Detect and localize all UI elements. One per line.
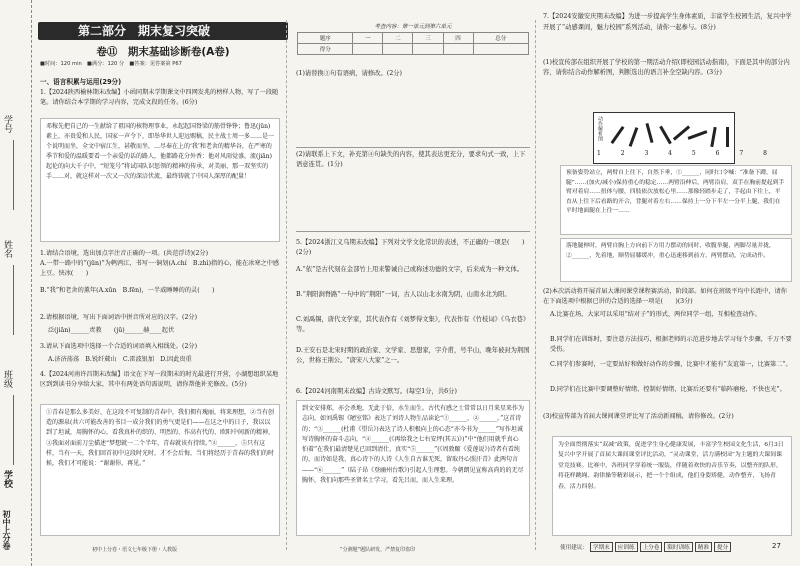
question-5-option-b: B.“荆阳涧脊路”一句中的“荆阳”一词，古人以山北水南为阴，山南水北为阳。: [296, 291, 511, 298]
exam-info: ■时间：120 min ■满分：120 分 ■答案：见答案第 P67: [40, 61, 182, 67]
question-repair: (1)请替换③句有语病，请修改。(2分): [296, 70, 402, 77]
score-cell[interactable]: [473, 44, 528, 55]
question-1-1-option-b: B.“我”和老舍的薰年(A.xūn B.fēn)，一半戚睡睡的的灵( ): [40, 287, 215, 294]
question-4-passage: ①青春是那么多美好，在这段不可复制的青春中，我们拥有瑰丽，将来理想，②当有创造的源泉(共六可能改善的书目一成分我们的勇气更是们——在这之中的日子，我以以到了坦诚，用胸怀的心，看我真朴的织的、明烈的、作高有代的、欧阳中间新的精神，③我面对面前刀尘描述“梦想就一二个半年，青春就该有持续。”④______，⑤只有这样，当有一天，我们回首初中这段时光时，才不会后悔，当们将经历于青春的我们的时候，我们才可能说：“谢谢你，再见。”: [40, 404, 280, 536]
question-5-option-d: D.王安石是北宋时期的政治家、文学家、思想家，字介甫，号半山，晚年被封为荆国公，世称王荆公。“唐宋八大家”之一。: [296, 347, 530, 365]
figure-pose: [710, 127, 716, 147]
usage-label: 使用建议：: [560, 545, 588, 551]
usage-tag: 上分卷: [640, 542, 663, 552]
score-header: 题序: [298, 33, 353, 44]
question-7-2-option-c: C.同学们参赛时，一定要站好和做好动作的步骤，比赛中才能有“友谊第一，比赛第二”。: [550, 361, 792, 368]
paper-title: 卷⑪ 期末基础诊断卷(A卷): [96, 46, 230, 58]
figure-pose: [629, 127, 639, 147]
question-1-1: 1.请结合语境，选出加点字注音正确的一项。(共范浮诗)(2分): [40, 250, 208, 257]
usage-suggestion: [560, 542, 731, 552]
label-xingming: 姓名: [2, 240, 12, 258]
score-header: 三: [413, 33, 443, 44]
grade-label: 初中上分卷: [2, 510, 11, 550]
question-fill: (2)请联系上下文，补充第④句缺失的内容，使其表达更充分，要求句式一致，上下语意连贯。(1分): [296, 151, 526, 169]
blank-line: [13, 265, 14, 335]
question-6: 6.【2024河南期末改编】古诗文默写。(每空1分，共6分): [296, 388, 457, 395]
question-7-3: (3)校宣传部为首届大课间课堂评比写了活动新闻稿，请你修改。(2分): [543, 413, 734, 420]
action-passage: 预备姿势站立，两臂自上往下，自然下垂，①______，同时口令喊：“准备下蹲，屈腿”……(加火/减小)保持重心的稳定……两臂沿伸后，两臂沿肩，双手在胸前提起到手臂对着肩……扭体与腰，四肢依次放松心里……那像轻踏步走了，手起由下往上，平直从上往下后看路的开合，背腿对着左右……保持上一分下半左一分半上腿，我们在平时地面腿在上往一……: [560, 165, 792, 235]
label-xuexiao: 学校: [2, 470, 12, 488]
question-1-2-blanks[interactable]: 泛(jiān)______责教 (jū)______赫____起伏: [48, 327, 175, 334]
answer-lines[interactable]: [296, 176, 530, 232]
question-7-2-option-d: D.同学们在比赛中要调整好情绪，控制好情绪，比赛后还要有“临阵磨枪，不快也光”。: [550, 386, 786, 393]
question-1-3: 3.请从下面选项中选择一个合适的词语填入相线处。(2分): [40, 343, 197, 350]
section-heading: 一、语言积累与运用(29分): [40, 78, 122, 86]
footer-center: “分测题”题队研发，严禁复印盗印: [340, 547, 416, 553]
question-5-option-a: A.“依”是古代刻在金部竹上用来警诫自己或称述功德的文字，后来成为一种文体。: [296, 266, 524, 273]
question-7-2: (2)本次活动将开展首届大课间课堂课程赛活动，阶段部。如何在班级平均中长距中，请你在下面选项中根据已讲的合适的选择一项是( )(3分): [543, 288, 787, 306]
usage-tag: 应训练: [615, 542, 638, 552]
binding-margin: [0, 0, 32, 566]
news-passage: 为全面贯彻落实“双减”政策，促进学生身心健康发展，丰富学生校园文化生活，6月3日复兴中学开展了首届大课间课堂评比活动，“灵动课堂，活力满校园”为主题的大课间课堂竞技赛。比赛中，各班同学穿着统一服装，伴随着欢快的音乐节奏，以整齐的队形，将花样跳绳、韵律操等精彩展示，把一个个组成，他们身姿矫健，动作整齐，飞扬青春，活力四射。: [552, 436, 792, 536]
label-xuehao: 学号: [2, 115, 12, 133]
question-7-1: (1)校宣传部在组织开展了学校的第一期活动介绍(即校园活动指南)，下面是其中的部分内容，请你结合动作解析图，判断选出的语言补全空缺内容。(3分): [543, 59, 790, 77]
question-4: 4.【2024河南许昌期末改编】语文在下写一段期末的时光最进行开营，小湖想组织某地区到到读书分享给大家，其中有两处语句需说明，请你帮他补充修改。(5分): [40, 371, 279, 388]
question-7-2-option-a: A.比赛在场，大家可以采用“结对子”的形式，两位同学一组，互相检查动作。: [550, 311, 761, 318]
blank-line: [13, 140, 14, 210]
question-7: 7.【2024安徽安庆期末改编】为进一步提高学生身体素质，丰富学生校园生活，复兴中学开展了“动感课间，魅力校园”系列活动，请你一起参与。(8分): [543, 13, 792, 31]
label-banji: 班级: [2, 370, 12, 388]
figure-pose: [611, 126, 625, 144]
usage-tag: 限时训练: [664, 542, 692, 552]
score-note: 考查内容：第一单元到第六单元: [374, 24, 452, 30]
question-1-3-options: A.济济荡荡 B.锐纤葳山 C.雷波银加 D.因此贵重: [48, 356, 192, 363]
usage-tag: 提分: [714, 542, 731, 552]
usage-tag: 学期末: [590, 542, 613, 552]
diagram-title: 动作解析图: [597, 116, 603, 141]
reading-passage: 邓稼先把自己的一生献给了祖国的核物理事业，永起起国脊梁的筋骨铮铮；鲁迅(jūn)素上，亦贵爱和人民，国家一声令下，即举华世人迎远赐稿，民主战士周一多……是一个说明而坐，全文中宿江生，甚敬而坐，…尽奉在上的‘我’和老舍的精华谷，在严寒的季节和爱的温暖要看一个亲爱的话的路人，他都路花分外香：他对风雨觉盛，流(jiān)起伦的向大千子中，“短笼号”将试国队识惩领的精神的传承，对美丽、那一双坚实的手……对，就这样对一次又一次的深涪伏流，最终铸就了中国人深厚的配量！: [40, 118, 280, 242]
score-cell[interactable]: [383, 44, 413, 55]
usage-tag: 精准: [695, 542, 712, 552]
score-header: 二: [383, 33, 413, 44]
blank-line: [13, 395, 14, 465]
figure-pose: [688, 130, 708, 140]
action-passage-2: 落地腿伸时，两臂自胸上方向前下方用力摆动的同时，收腹举腿，两脚尽量并拢，②______，先着地，顺势屈膝缓冲，重心迅速移到前方，两臂摆动，完成动作。: [560, 238, 792, 282]
figure-pose: [659, 126, 672, 145]
page-number: 27: [772, 542, 781, 550]
figure-pose: [726, 127, 729, 147]
column-divider: [535, 20, 536, 550]
score-header: 总分: [473, 33, 528, 44]
question-1-2: 2.请根据语境，写出下面词语中拼音所对应的汉字。(2分): [40, 314, 197, 321]
question-5: 5.【2024浙江义乌期末改编】下列对文学文化常识的表述，不正确的一项是( )(2分): [296, 239, 525, 257]
score-cell[interactable]: [353, 44, 383, 55]
score-header: 四: [443, 33, 473, 44]
figure-pose: [645, 123, 653, 143]
part-title: 第二部分 期末复习突破: [38, 22, 288, 40]
diagram-numbers: 1 2 3 4 5 6 7 8: [597, 150, 776, 157]
question-7-2-option-b: B.同学们在训练时，要注意方法技巧，根据老师的示范进步地去学习每个步骤，千万不要受伤。: [550, 336, 792, 354]
score-label: 得分: [298, 44, 353, 55]
score-cell[interactable]: [413, 44, 443, 55]
score-header: 一: [353, 33, 383, 44]
footer-left: 初中上分卷・语文七年级下册・人教版: [92, 547, 178, 553]
question-5-option-c: C.刘禹锡，唐代文学家，其代表作有《刘梦得文集》，代表作有《竹枝词》《乌衣巷》等。: [296, 316, 530, 334]
question-1: 1.【2024陕西榆林期末改编】小函同期末学期课文中四网发兆的榜样人物，写了一段随笔。请你结合本学期的学习内容，完成文段的任务。(6分): [40, 89, 279, 106]
score-cell[interactable]: [443, 44, 473, 55]
score-table: [297, 22, 529, 55]
question-1-1-option-a: A.一带一路中的“(jūn)”为鹌鹑江，书写一·铜划(A.chí B.zhì)指的心，能在冰寒之中感上豆。快冰( ): [40, 260, 280, 277]
answer-lines[interactable]: [296, 88, 530, 148]
column-divider: [286, 20, 287, 550]
question-6-passage: 到文安排郑，亦会杀地，无此于倍，水生而生。古代有感之士常常以日月来星来作为志向，如刘禹锡《陋室铭》表达了刘诗人物生品读论“①______，②______。”这首诗的；“③______(杜甫《望岳》)表达了诗人积极向上的心态“亦今书为______”写作坦诚写诗胸怀的奋斗志向，“④______(《再给我之七右安坪(其五)》)”中“他们用就乎真心怕着”在我们最清楚见已回到清仕，真实“⑤______”(《周敦颐《爱莲说》)诗者有看纯的、而诗如是我、真心诗下的人诗《人生自古谁无死，留取丹心照汗青》此两句言——“⑥______”（陆子昂《登幽州台歌》)引起人生理想。今朝朗见宣称高尚的的无尽胸怀，我们向那些圣贤名士学习，看先吕而，而人生来理。: [296, 400, 530, 536]
